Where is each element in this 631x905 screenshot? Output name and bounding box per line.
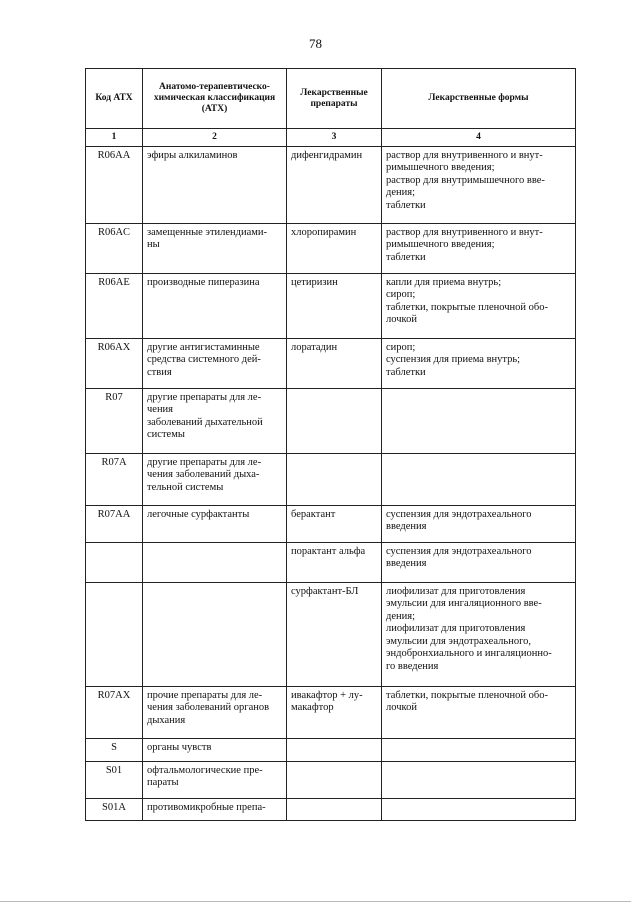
page-bottom-edge xyxy=(0,901,631,902)
cell-classification: замещенные этилендиами- ны xyxy=(143,223,287,273)
column-number: 2 xyxy=(143,129,287,147)
cell-classification: органы чувств xyxy=(143,738,287,761)
table-row xyxy=(86,273,576,338)
atc-drug-table xyxy=(85,68,576,821)
cell-forms: капли для приема внутрь; сироп; таблетки, покрытые пленочной обо- лочкой xyxy=(382,273,576,338)
cell-code: R06AC xyxy=(86,223,143,273)
cell-classification: эфиры алкиламинов xyxy=(143,146,287,223)
table-row xyxy=(86,761,576,798)
cell-classification: другие препараты для ле- чения заболеваний дыха- тельной системы xyxy=(143,453,287,505)
table-row xyxy=(86,338,576,388)
cell-code: R07AX xyxy=(86,686,143,738)
header-drugs: Лекарственные препараты xyxy=(287,69,382,129)
table-row xyxy=(86,388,576,453)
cell-drug xyxy=(287,761,382,798)
table-row xyxy=(86,738,576,761)
header-code: Код АТХ xyxy=(86,69,143,129)
page-number: 78 xyxy=(309,36,322,51)
cell-forms xyxy=(382,738,576,761)
cell-drug xyxy=(287,388,382,453)
table-row xyxy=(86,798,576,820)
cell-code: R06AA xyxy=(86,146,143,223)
cell-code: S01 xyxy=(86,761,143,798)
cell-classification: офтальмологические пре- параты xyxy=(143,761,287,798)
table-row xyxy=(86,686,576,738)
cell-code: R06AX xyxy=(86,338,143,388)
cell-forms: лиофилизат для приготовления эмульсии для ингаляционного вве- дения; лиофилизат для приготовления эмульсии для эндотрахеального, эндобронхиального и ингаляционно- го введения xyxy=(382,582,576,686)
cell-drug: порактант альфа xyxy=(287,542,382,582)
table-row xyxy=(86,582,576,686)
cell-forms: суспензия для эндотрахеального введения xyxy=(382,542,576,582)
header-forms: Лекарственные формы xyxy=(382,69,576,129)
cell-code: R07A xyxy=(86,453,143,505)
table-row xyxy=(86,453,576,505)
cell-classification: другие антигистаминные средства системного дей- ствия xyxy=(143,338,287,388)
cell-forms xyxy=(382,453,576,505)
cell-drug xyxy=(287,738,382,761)
cell-code: R07 xyxy=(86,388,143,453)
cell-forms: сироп; суспензия для приема внутрь; таблетки xyxy=(382,338,576,388)
cell-code: S xyxy=(86,738,143,761)
table-row xyxy=(86,223,576,273)
cell-code: R06AE xyxy=(86,273,143,338)
header-row xyxy=(86,69,576,129)
cell-forms: раствор для внутривенного и внут- римышечного введения; таблетки xyxy=(382,223,576,273)
cell-forms xyxy=(382,798,576,820)
table-row xyxy=(86,505,576,542)
cell-code: R07AA xyxy=(86,505,143,542)
cell-drug: цетиризин xyxy=(287,273,382,338)
cell-drug: лоратадин xyxy=(287,338,382,388)
cell-drug: ивакафтор + лу- макафтор xyxy=(287,686,382,738)
cell-classification: противомикробные препа- xyxy=(143,798,287,820)
cell-classification: другие препараты для ле- чения заболеваний дыхательной системы xyxy=(143,388,287,453)
cell-forms: таблетки, покрытые пленочной обо- лочкой xyxy=(382,686,576,738)
header-classification: Анатомо-терапевтическо-химическая классификация (АТХ) xyxy=(143,69,287,129)
cell-forms xyxy=(382,388,576,453)
column-number: 1 xyxy=(86,129,143,147)
cell-code xyxy=(86,582,143,686)
table-row xyxy=(86,542,576,582)
cell-drug xyxy=(287,798,382,820)
cell-drug xyxy=(287,453,382,505)
column-number-row xyxy=(86,129,576,147)
cell-drug: сурфактант-БЛ xyxy=(287,582,382,686)
cell-classification: прочие препараты для ле- чения заболеваний органов дыхания xyxy=(143,686,287,738)
cell-code xyxy=(86,542,143,582)
cell-classification: легочные сурфактанты xyxy=(143,505,287,542)
cell-classification: производные пиперазина xyxy=(143,273,287,338)
cell-forms: суспензия для эндотрахеального введения xyxy=(382,505,576,542)
cell-forms: раствор для внутривенного и внут- римышечного введения; раствор для внутримышечного вве- дения; таблетки xyxy=(382,146,576,223)
cell-drug: хлоропирамин xyxy=(287,223,382,273)
cell-classification xyxy=(143,542,287,582)
cell-classification xyxy=(143,582,287,686)
cell-drug: дифенгидрамин xyxy=(287,146,382,223)
cell-drug: берактант xyxy=(287,505,382,542)
cell-forms xyxy=(382,761,576,798)
column-number: 3 xyxy=(287,129,382,147)
table-row xyxy=(86,146,576,223)
cell-code: S01A xyxy=(86,798,143,820)
column-number: 4 xyxy=(382,129,576,147)
